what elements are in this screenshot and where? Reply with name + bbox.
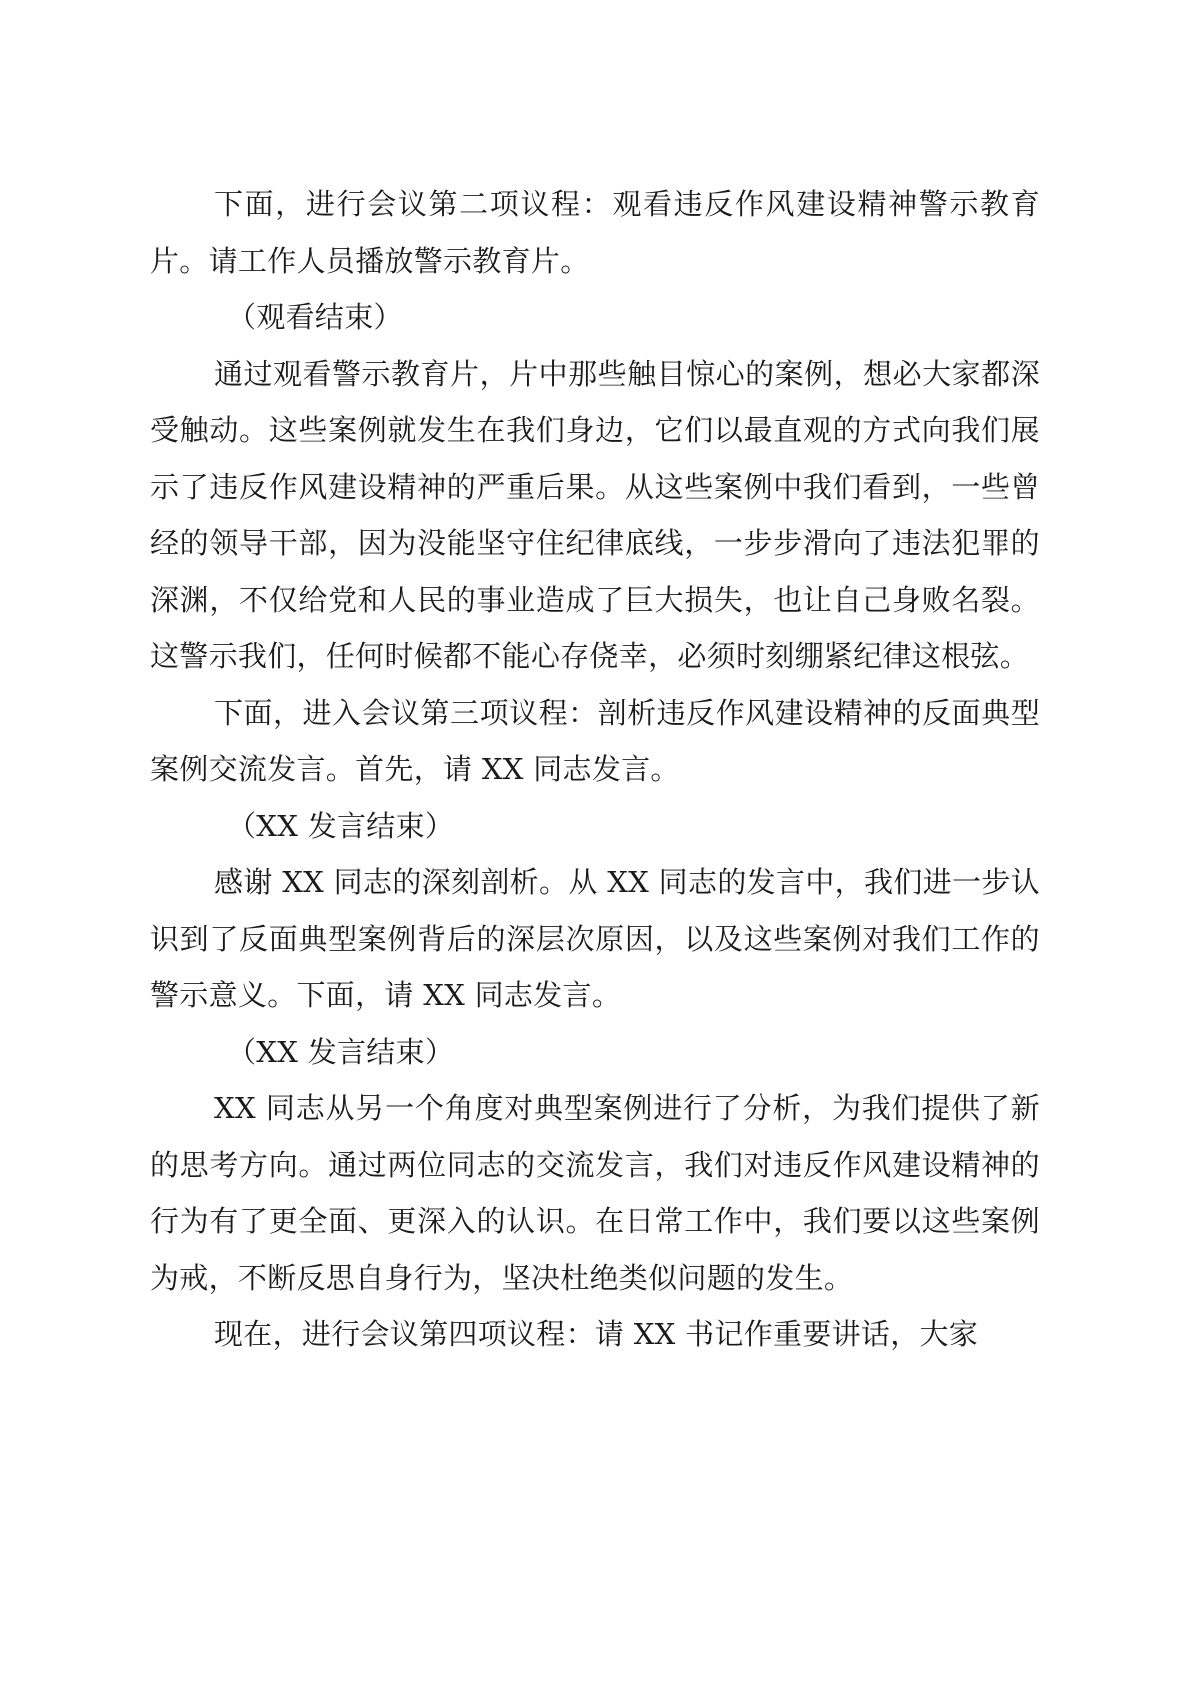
paragraph-agenda-item-four: 现在，进行会议第四项议程：请 XX 书记作重要讲话，大家 bbox=[214, 1317, 979, 1351]
paragraph-summary-second-speaker: XX 同志从另一个角度对典型案例进行了分析，为我们提供了新的思考方向。通过两位同志的交流发言，我们对违反作风建设精神的行为有了更全面、更深入的认识。在日常工作中，我们要以这些案例为戒，不断反思自身行为，坚决杜绝类似问题的发生。 bbox=[150, 1091, 1040, 1295]
paragraph-agenda-item-two: 下面，进行会议第二项议程：观看违反作风建设精神警示教育片。请工作人员播放警示教育片。 bbox=[150, 187, 1040, 278]
paragraph-stage-note-speech-ended-2: （XX 发言结束） bbox=[227, 1034, 455, 1069]
document-body bbox=[150, 176, 1040, 1363]
paragraph-warning-reflection: 通过观看警示教育片，片中那些触目惊心的案例，想必大家都深受触动。这些案例就发生在我们身边，它们以最直观的方式向我们展示了违反作风建设精神的严重后果。从这些案例中我们看到，一些曾经的领导干部，因为没能坚守住纪律底线，一步步滑向了违法犯罪的深渊，不仅给党和人民的事业造成了巨大损失，也让自己身败名裂。这警示我们，任何时候都不能心存侥幸，必须时刻绷紧纪律这根弦。 bbox=[150, 356, 1040, 673]
paragraph-stage-note-viewing-ended: （观看结束） bbox=[227, 300, 403, 334]
paragraph-thanks-first-speaker: 感谢 XX 同志的深刻剖析。从 XX 同志的发言中，我们进一步认识到了反面典型案例背后的深层次原因，以及这些案例对我们工作的警示意义。下面，请 XX 同志发言。 bbox=[150, 865, 1040, 1012]
paragraph-agenda-item-three: 下面，进入会议第三项议程：剖析违反作风建设精神的反面典型案例交流发言。首先，请 XX 同志发言。 bbox=[150, 695, 1040, 786]
paragraph-stage-note-speech-ended-1: （XX 发言结束） bbox=[227, 808, 455, 843]
